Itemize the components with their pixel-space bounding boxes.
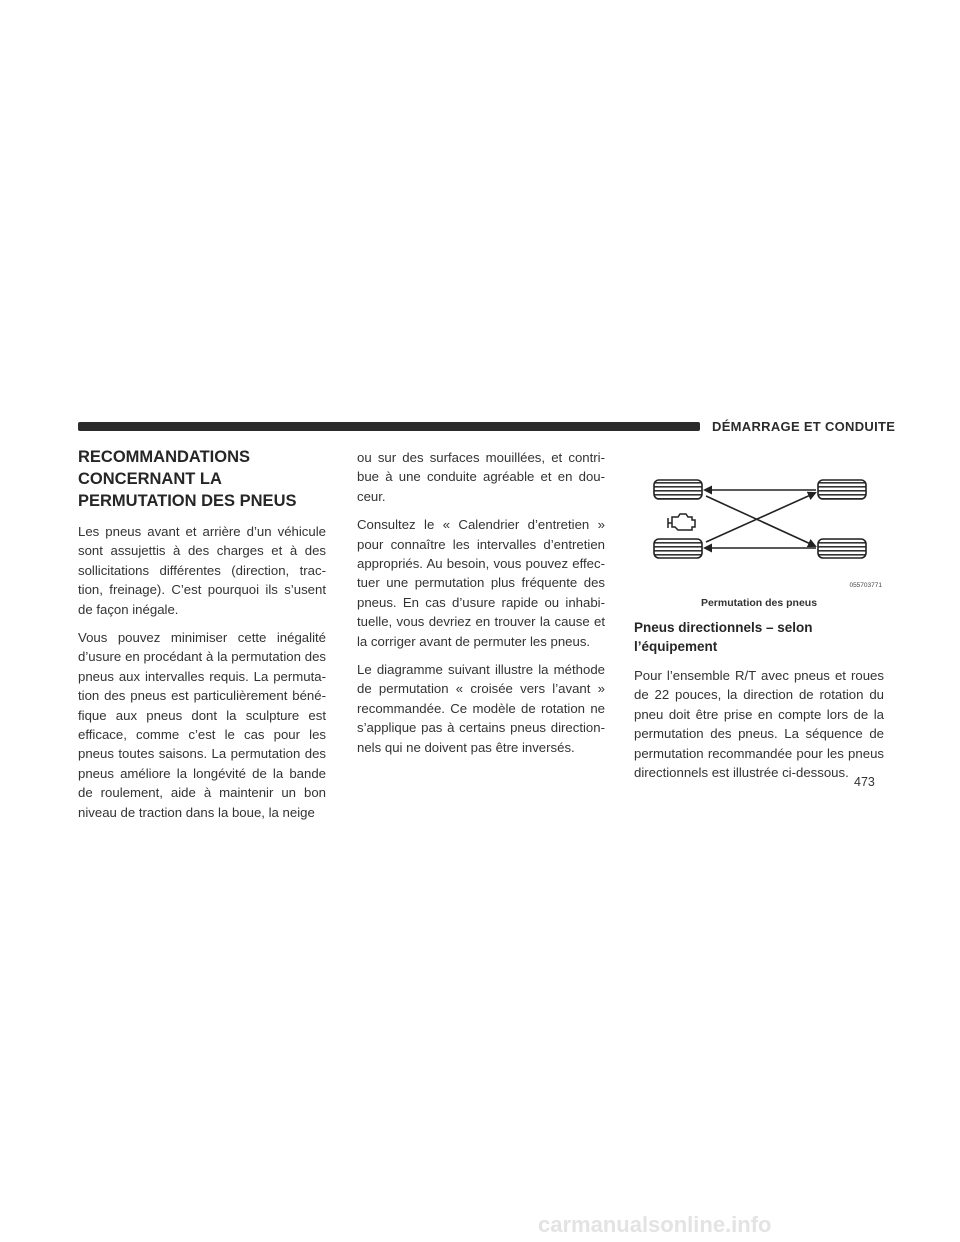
paragraph: Le diagramme suivant illustre la méthode de permutation « croisée vers l’avant » recommandée. Ce modèle de rotation ne s’applique pas à certains pneus direction-nels qui ne doivent pas être inversés. — [357, 662, 605, 755]
tire-rear-left-icon — [654, 539, 702, 558]
paragraph: Pour l’ensemble R/T avec pneus et roues de 22 pouces, la direction de rotation du pneu doit être prise en compte lors de la permutation des pneus. La séquence de permutation recommandée pour les pneus directionnels est illustrée ci-dessous. — [634, 668, 884, 781]
figure-code: 055703771 — [849, 582, 882, 589]
tire-rear-right-icon — [818, 539, 866, 558]
watermark: carmanualsonline.info — [538, 1212, 772, 1237]
subsection-title: Pneus directionnels – selon l’équipement — [634, 620, 813, 654]
tire-front-right-icon — [818, 480, 866, 499]
figure-caption: Permutation des pneus — [700, 597, 818, 609]
section-title: RECOMMANDATIONS CONCERNANT LA PERMUTATION DES PNEUS — [78, 448, 297, 510]
rotation-arrows — [705, 490, 816, 548]
header-rule — [78, 422, 700, 431]
paragraph: ou sur des surfaces mouillées, et contri-bue à une conduite agréable et en dou-ceur. — [357, 450, 605, 504]
paragraph: Les pneus avant et arrière d’un véhicule sont assujettis à des charges et à des sollicitations différentes (direction, trac-tion, freinage). C’est pourquoi ils s’usent de façon inégale. — [78, 524, 326, 617]
section-header: DÉMARRAGE ET CONDUITE — [712, 419, 896, 434]
paragraph: Vous pouvez minimiser cette inégalité d’usure en procédant à la permutation des pneus aux intervalles requis. La permuta-tion des pneus est particulièrement béné-fique aux pneus dont la sculpture est efficace, comme c’est le cas pour les pneus toutes saisons. La permutation des pneus améliore la longévité de la bande de roulement, aide à maintenir un bon niveau de traction dans la boue, la neige — [78, 630, 326, 820]
column-1 — [78, 446, 326, 831]
column-2 — [357, 448, 605, 766]
paragraph: Consultez le « Calendrier d’entretien » pour connaître les intervalles d’entretien appropriés. Au besoin, vous pouvez effec-tuer une permutation plus fréquente des pneus. En cas d’usure rapide ou inhabi-tuelle, vous devriez en trouver la cause et la corriger avant de permuter les pneus. — [357, 517, 605, 649]
tire-front-left-icon — [654, 480, 702, 499]
page-number: 473 — [854, 775, 875, 789]
column-3 — [634, 446, 884, 791]
tire-rotation-figure — [634, 446, 884, 616]
tire-rotation-diagram — [634, 446, 884, 596]
engine-icon — [668, 514, 695, 530]
